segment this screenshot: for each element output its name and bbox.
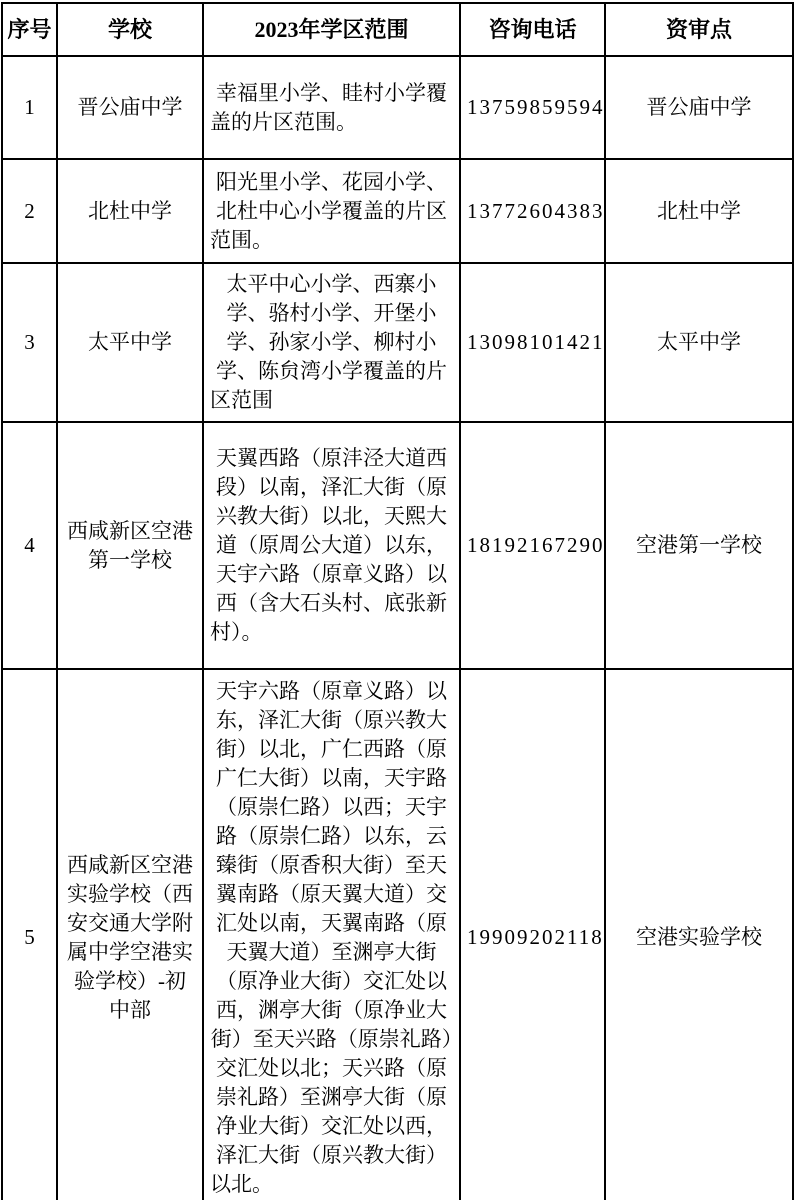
cell-no: 4 xyxy=(2,422,57,669)
table-header xyxy=(2,3,793,56)
table-row xyxy=(2,159,793,263)
cell-range: 天翼西路（原沣泾大道西段）以南，泽汇大街（原兴教大街）以北，天熙大道（原周公大道）以东，天宇六路（原章义路）以西（含大石头村、底张新村）。 xyxy=(203,422,460,669)
cell-range: 幸福里小学、眭村小学覆盖的片区范围。 xyxy=(203,56,460,159)
cell-phone: 13759859594 xyxy=(460,56,605,159)
header-range: 2023年学区范围 xyxy=(203,3,460,56)
header-school: 学校 xyxy=(57,3,203,56)
cell-school: 西咸新区空港实验学校（西安交通大学附属中学空港实验学校）-初中部 xyxy=(57,669,203,1200)
table-row xyxy=(2,56,793,159)
cell-review: 空港第一学校 xyxy=(605,422,793,669)
cell-no: 2 xyxy=(2,159,57,263)
cell-phone: 13772604383 xyxy=(460,159,605,263)
school-district-table xyxy=(1,2,794,1200)
cell-no: 1 xyxy=(2,56,57,159)
table-row xyxy=(2,669,793,1200)
header-review: 资审点 xyxy=(605,3,793,56)
cell-review: 晋公庙中学 xyxy=(605,56,793,159)
cell-range: 天宇六路（原章义路）以东，泽汇大街（原兴教大街）以北，广仁西路（原广仁大街）以南，天宇路（原崇仁路）以西；天宇路（原崇仁路）以东，云臻街（原香积大街）至天翼南路（原天翼大道）交汇处以南，天翼南路（原天翼大道）至渊亭大街（原净业大街）交汇处以西，渊亭大街（原净业大街）至天兴路（原崇礼路）交汇处以北；天兴路（原崇礼路）至渊亭大街（原净业大街）交汇处以西，泽汇大街（原兴教大街）以北。 xyxy=(203,669,460,1200)
cell-review: 太平中学 xyxy=(605,263,793,422)
cell-no: 3 xyxy=(2,263,57,422)
cell-phone: 18192167290 xyxy=(460,422,605,669)
cell-phone: 19909202118 xyxy=(460,669,605,1200)
cell-review: 北杜中学 xyxy=(605,159,793,263)
cell-review: 空港实验学校 xyxy=(605,669,793,1200)
cell-school: 晋公庙中学 xyxy=(57,56,203,159)
cell-range: 太平中心小学、西寨小学、骆村小学、开堡小学、孙家小学、柳村小学、陈贠湾小学覆盖的片区范围 xyxy=(203,263,460,422)
cell-phone: 13098101421 xyxy=(460,263,605,422)
cell-school: 太平中学 xyxy=(57,263,203,422)
cell-school: 西咸新区空港第一学校 xyxy=(57,422,203,669)
cell-range: 阳光里小学、花园小学、北杜中心小学覆盖的片区范围。 xyxy=(203,159,460,263)
table-row xyxy=(2,263,793,422)
cell-no: 5 xyxy=(2,669,57,1200)
table-row xyxy=(2,422,793,669)
header-row xyxy=(2,3,793,56)
header-no: 序号 xyxy=(2,3,57,56)
table-body xyxy=(2,56,793,1200)
cell-school: 北杜中学 xyxy=(57,159,203,263)
header-phone: 咨询电话 xyxy=(460,3,605,56)
